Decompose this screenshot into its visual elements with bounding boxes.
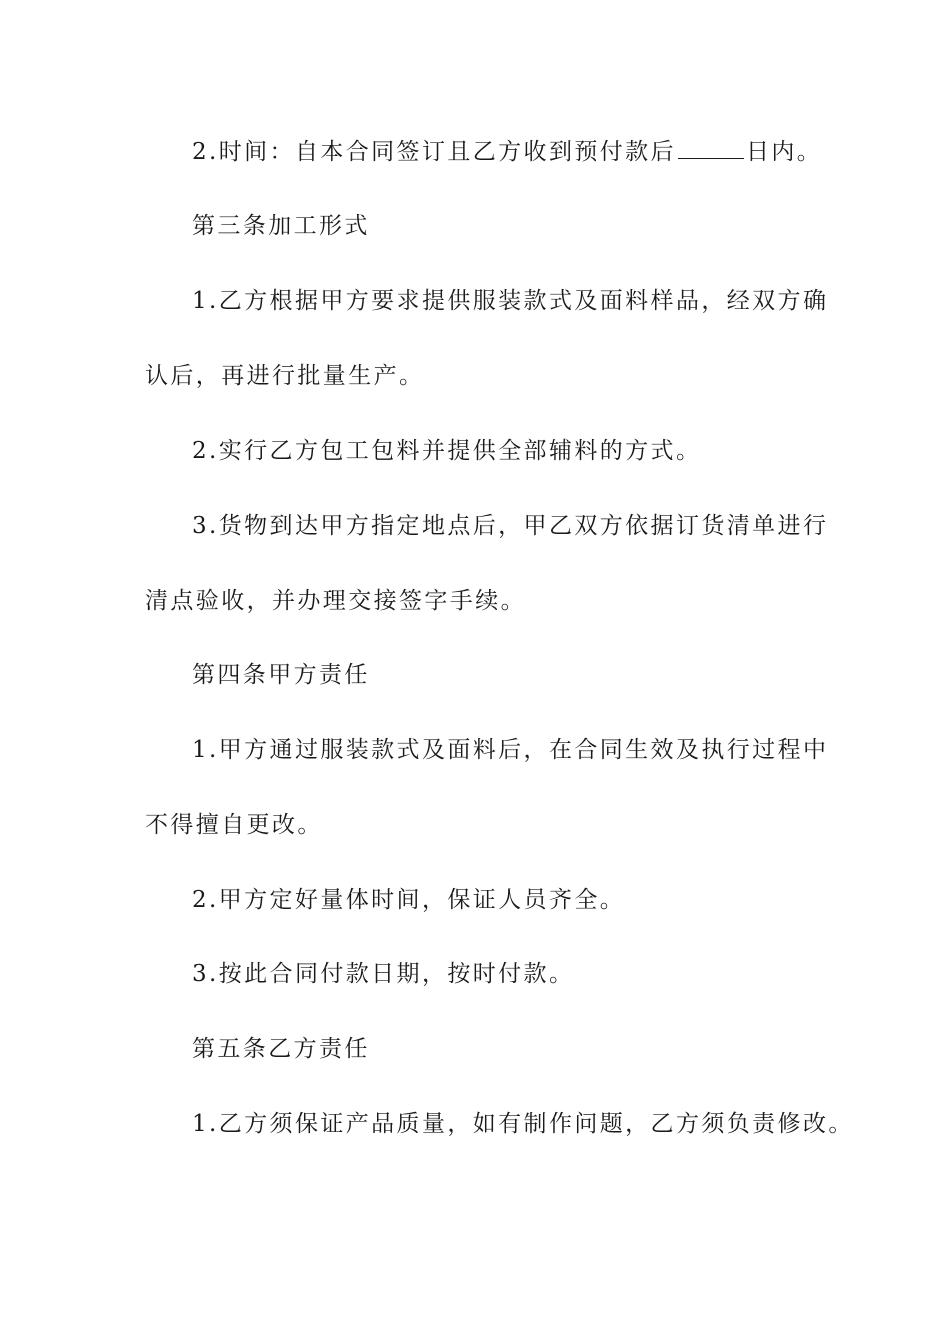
section-heading-5: 第五条乙方责任 bbox=[192, 1036, 370, 1062]
clause-time-text: 2.时间：自本合同签订且乙方收到预付款后 bbox=[192, 139, 676, 165]
paragraph-line: 3.货物到达甲方指定地点后，甲乙双方依据订货清单进行 bbox=[192, 513, 829, 539]
clause-time-suffix: 日内。 bbox=[745, 139, 823, 165]
paragraph-line: 认后，再进行批量生产。 bbox=[145, 363, 425, 389]
paragraph-line: 1.乙方须保证产品质量，如有制作问题，乙方须负责修改。 bbox=[192, 1111, 854, 1137]
paragraph-line: 1.乙方根据甲方要求提供服装款式及面料样品，经双方确 bbox=[192, 288, 829, 314]
paragraph-line: 2.实行乙方包工包料并提供全部辅料的方式。 bbox=[192, 438, 702, 464]
fill-in-blank bbox=[678, 138, 744, 159]
clause-time bbox=[192, 137, 862, 167]
paragraph-line: 不得擅自更改。 bbox=[145, 812, 323, 838]
paragraph-line: 1.甲方通过服装款式及面料后，在合同生效及执行过程中 bbox=[192, 737, 829, 763]
section-heading-4: 第四条甲方责任 bbox=[192, 662, 370, 688]
paragraph-line: 3.按此合同付款日期，按时付款。 bbox=[192, 961, 575, 987]
paragraph-line: 清点验收，并办理交接签字手续。 bbox=[145, 588, 526, 614]
paragraph-line: 2.甲方定好量体时间，保证人员齐全。 bbox=[192, 887, 626, 913]
section-heading-3: 第三条加工形式 bbox=[192, 213, 370, 239]
